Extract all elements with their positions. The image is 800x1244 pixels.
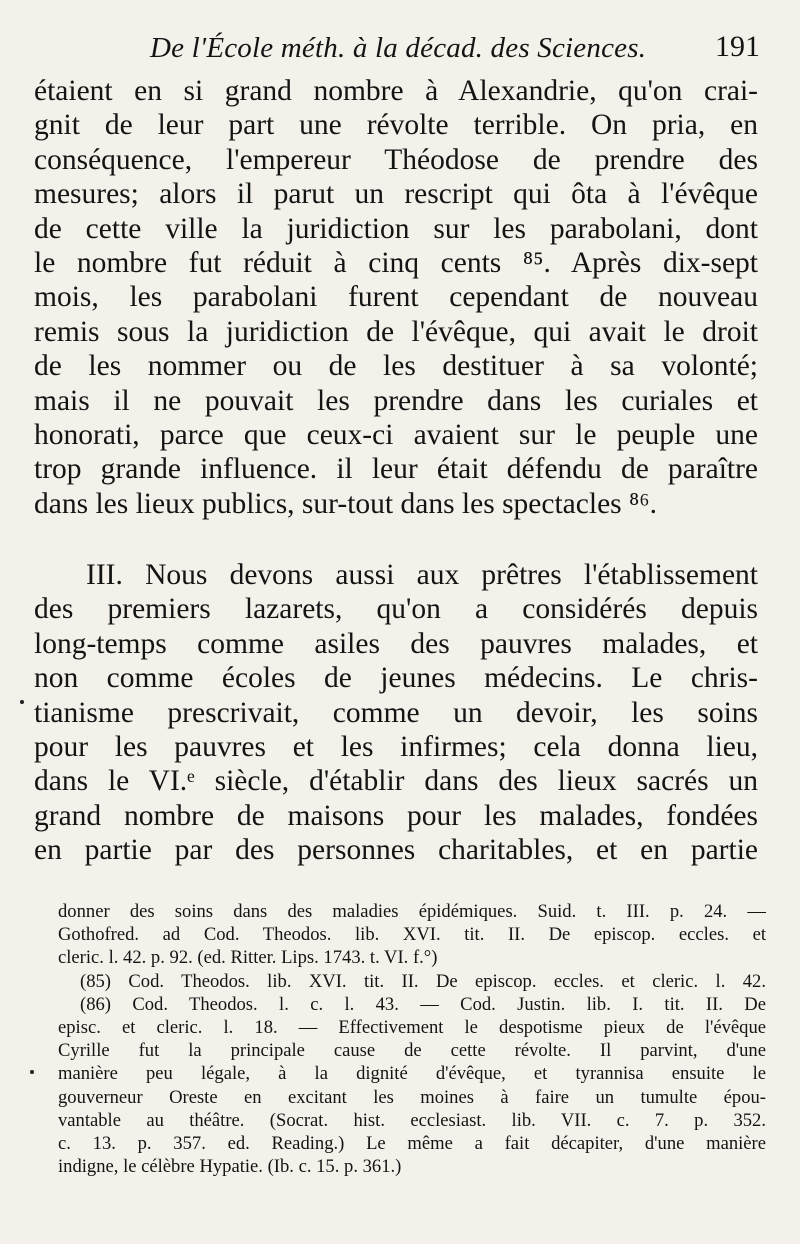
- footnote-line: indigne, le célèbre Hypatie. (Ib. c. 15. p. 361.): [58, 1156, 402, 1178]
- text-line: de les nommer ou de les destituer à sa volonté;: [34, 350, 758, 383]
- text-line: le nombre fut réduit à cinq cents ⁸⁵. Après dix-sept: [34, 247, 758, 280]
- footnote-line: gouverneur Oreste en excitant les moines à faire un tumulte épou-: [58, 1086, 766, 1108]
- text-line: dans le VI.ᵉ siècle, d'établir dans des lieux sacrés un: [34, 765, 758, 798]
- paragraph-1: [34, 74, 758, 521]
- text-line: de cette ville la juridiction sur les parabolani, dont: [34, 212, 758, 245]
- text-line: honorati, parce que ceux-ci avaient sur le peuple une: [34, 419, 758, 452]
- footnote-line: Cyrille fut la principale cause de cette révolte. Il parvint, d'une: [58, 1040, 766, 1062]
- text-line: tianisme prescrivait, comme un devoir, les soins: [34, 696, 758, 729]
- footnote-line: episc. et cleric. l. 18. — Effectivement le despotisme pieux de l'évêque: [58, 1017, 766, 1039]
- page-number: 191: [715, 30, 760, 63]
- text-line: mesures; alors il parut un rescript qui ôta à l'évêque: [34, 178, 758, 211]
- footnotes: [58, 900, 766, 1178]
- text-line: étaient en si grand nombre à Alexandrie, qu'on crai-: [34, 75, 758, 107]
- text-line: des premiers lazarets, qu'on a considérés depuis: [34, 593, 758, 626]
- paragraph-2: [34, 558, 758, 868]
- text-line: remis sous la juridiction de l'évêque, qui avait le droit: [34, 315, 758, 348]
- footnote-line: manière peu légale, à la dignité d'évêque, et tyrannisa ensuite le: [58, 1063, 766, 1085]
- text-line: gnit de leur part une révolte terrible. On pria, en: [34, 109, 758, 142]
- text-line: long-temps comme asiles des pauvres malades, et: [34, 627, 758, 660]
- footnote-line: vantable au théâtre. (Socrat. hist. ecclesiast. lib. VII. c. 7. p. 352.: [58, 1109, 766, 1131]
- text-line: III. Nous devons aussi aux prêtres l'établissement: [86, 559, 758, 591]
- running-title: De l'École méth. à la décad. des Sciences.: [150, 32, 647, 64]
- text-line: conséquence, l'empereur Théodose de prendre des: [34, 143, 758, 176]
- text-line: non comme écoles de jeunes médecins. Le chris-: [34, 662, 758, 695]
- text-line: en partie par des personnes charitables, et en partie: [34, 834, 758, 867]
- text-line: trop grande influence. il leur était défendu de paraître: [34, 453, 758, 486]
- ink-speck: [30, 1070, 34, 1074]
- text-line: dans les lieux publics, sur-tout dans les spectacles ⁸⁶.: [34, 487, 657, 520]
- text-line: mais il ne pouvait les prendre dans les curiales et: [34, 384, 758, 417]
- footnote-line: Gothofred. ad Cod. Theodos. lib. XVI. tit. II. De episcop. eccles. et: [58, 924, 766, 946]
- text-line: pour les pauvres et les infirmes; cela donna lieu,: [34, 731, 758, 764]
- text-line: mois, les parabolani furent cependant de nouveau: [34, 281, 758, 314]
- ink-speck: [20, 700, 24, 704]
- footnote-86: (86) Cod. Theodos. l. c. l. 43. — Cod. Justin. lib. I. tit. II. De: [80, 993, 766, 1015]
- footnote-85: (85) Cod. Theodos. lib. XVI. tit. II. De episcop. eccles. et cleric. l. 42.: [80, 970, 766, 992]
- footnote-line: cleric. l. 42. p. 92. (ed. Ritter. Lips. 1743. t. VI. f.°): [58, 947, 438, 969]
- text-line: grand nombre de maisons pour les malades, fondées: [34, 799, 758, 832]
- footnote-line: donner des soins dans des maladies épidémiques. Suid. t. III. p. 24. —: [58, 901, 766, 922]
- page-header: [150, 30, 770, 66]
- footnote-line: c. 13. p. 357. ed. Reading.) Le même a fait décapiter, d'une manière: [58, 1133, 766, 1155]
